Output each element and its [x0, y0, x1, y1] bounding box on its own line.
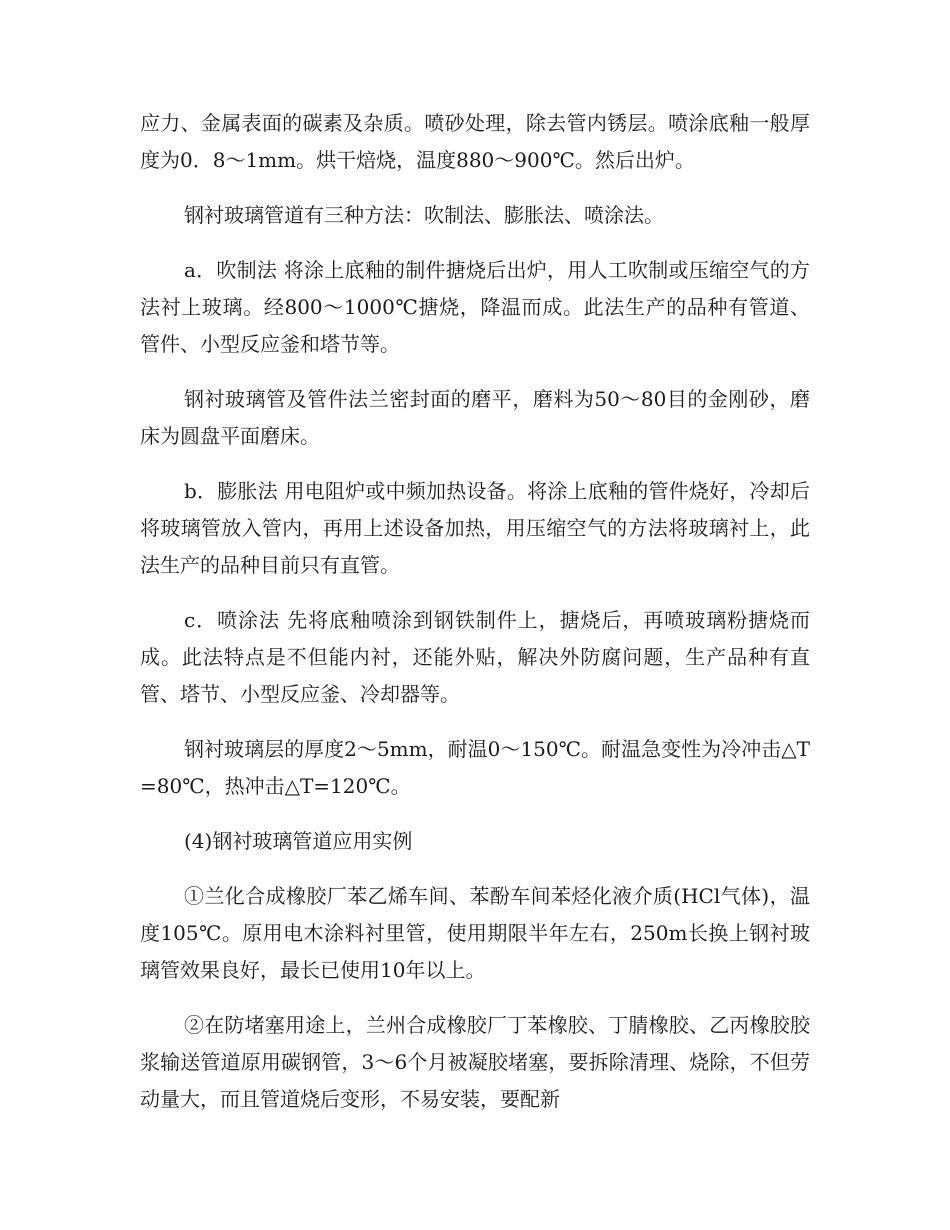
paragraph-example-1: ①兰化合成橡胶厂苯乙烯车间、苯酚车间苯烃化液介质(HCl气体)，温度105℃。原用电木涂料衬里管，使用期限半年左右，250m长换上钢衬玻璃管效果良好，最长已使用10年以上。	[140, 884, 810, 982]
paragraph-methods-intro: 钢衬玻璃管道有三种方法：吹制法、膨胀法、喷涂法。	[184, 203, 664, 227]
paragraph-spraying-method: c．喷涂法 先将底釉喷涂到钢铁制件上，搪烧后，再喷玻璃粉搪烧而成。此法特点是不但能内衬，还能外贴，解决外防腐问题，生产品种有直管、塔节、小型反应釜、冷却器等。	[140, 608, 810, 706]
paragraph-flange-grinding: 钢衬玻璃管及管件法兰密封面的磨平，磨料为50～80目的金刚砂，磨床为圆盘平面磨床。	[140, 387, 810, 448]
paragraph-example-2: ②在防堵塞用途上，兰州合成橡胶厂丁苯橡胶、丁腈橡胶、乙丙橡胶胶浆输送管道原用碳钢管，3～6个月被凝胶堵塞，要拆除清理、烧除，不但劳动量大，而且管道烧后变形，不易安装，要配新	[140, 1013, 810, 1111]
paragraph-continuation: 应力、金属表面的碳素及杂质。喷砂处理，除去管内锈层。喷涂底釉一般厚度为0．8～1mm。烘干焙烧，温度880～900℃。然后出炉。	[140, 111, 810, 172]
paragraph-thickness-temperature: 钢衬玻璃层的厚度2～5mm，耐温0～150℃。耐温急变性为冷冲击△T=80℃，热冲击△T=120℃。	[140, 737, 810, 798]
paragraph-expansion-method: b．膨胀法 用电阻炉或中频加热设备。将涂上底釉的管件烧好，冷却后将玻璃管放入管内，再用上述设备加热，用压缩空气的方法将玻璃衬上，此法生产的品种目前只有直管。	[140, 479, 810, 577]
document-body	[140, 105, 810, 1136]
section-heading-application-examples: (4)钢衬玻璃管道应用实例	[184, 829, 413, 853]
paragraph-blowing-method: a．吹制法 将涂上底釉的制件搪烧后出炉，用人工吹制或压缩空气的方法衬上玻璃。经800～1000℃搪烧，降温而成。此法生产的品种有管道、管件、小型反应釜和塔节等。	[140, 258, 810, 356]
